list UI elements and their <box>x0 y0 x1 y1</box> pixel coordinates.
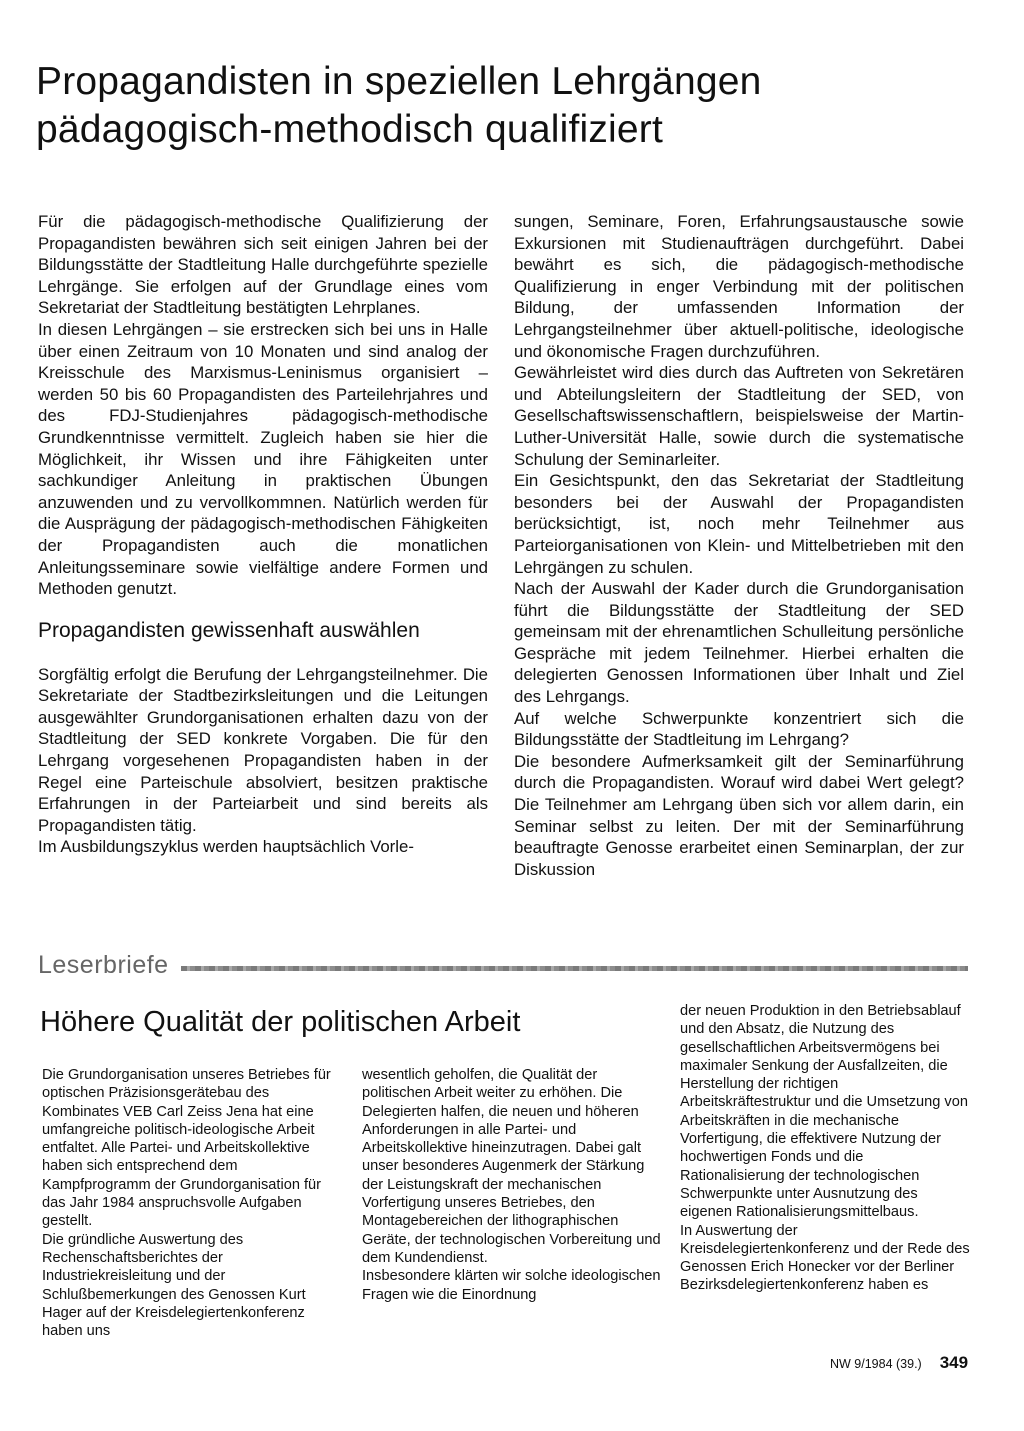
letter-column-1 <box>42 1066 342 1340</box>
section-label: Leserbriefe <box>38 950 169 979</box>
page-footer <box>830 1353 990 1373</box>
letter-column-3 <box>680 1002 970 1295</box>
letter-paragraph: Die gründliche Auswertung des Rechenschaftsberichtes der Industriekreisleitung und der Schlußbemerkungen des Genossen Kurt Hager auf der Kreisdelegiertenkonferenz haben uns <box>42 1231 306 1340</box>
section-header-leserbriefe <box>38 947 968 983</box>
letter-paragraph: wesentlich geholfen, die Qualität der politischen Arbeit weiter zu erhöhen. Die Delegierten halfen, die neuen und höheren Anforderungen in alle Partei- und Arbeitskollektive hineinzutragen. Dabei galt unser besonderes Augenmerk der Stärkung der Leistungskraft der mechanischen Vorfertigung unseres Betriebes, den Montagebereichen der lithographischen Geräte, der technologischen Vorbereitung und dem Kundendienst. <box>362 1067 661 1266</box>
page-number: 349 <box>939 1353 969 1372</box>
issue-reference: NW 9/1984 (39.) <box>830 1357 922 1371</box>
article-paragraph: Im Ausbildungszyklus werden hauptsächlich Vorle- <box>38 837 414 857</box>
article-subheading: Propagandisten gewissenhaft auswählen <box>38 618 420 642</box>
article-title: Propagandisten in speziellen Lehrgängen pädagogisch-methodisch qualifiziert <box>36 60 762 151</box>
letter-paragraph: der neuen Produktion in den Betriebsablauf und den Absatz, die Nutzung des gesellschaftlichen Arbeitsvermögens bei maximaler Senkung der Ausfallzeiten, die Herstellung der richtigen Arbeitskräftestruktur und die Umsetzung von Arbeitskräften in die mechanische Vorfertigung, die effektivere Nutzung der hochwertigen Fonds und die Rationalisierung der technologischen Schwerpunkte unter Ausnutzung des eigenen Rationalisierungsmittelbaus. <box>680 1003 968 1221</box>
letter-paragraph: Die Grundorganisation unseres Betriebes für optischen Präzisionsgerätebau des Kombinates VEB Carl Zeiss Jena hat eine umfangreiche politisch-ideologische Arbeit entfaltet. Alle Partei- und Arbeitskollektive haben sich entsprechend dem Kampfprogramm der Grundorganisation für das Jahr 1984 anspruchsvolle Aufgaben gestellt. <box>42 1067 331 1230</box>
letter-title: Höhere Qualität der politischen Arbeit <box>40 1006 521 1038</box>
article-paragraph: Auf welche Schwerpunkte konzentriert sich die Bildungsstätte der Stadtleitung im Lehrgang? <box>514 708 964 750</box>
article-paragraph: Die besondere Aufmerksamkeit gilt der Seminarführung durch die Propagandisten. Worauf wird dabei Wert gelegt? Die Teilnehmer am Lehrgang üben sich vor allem darin, ein Seminar selbst zu leiten. Der mit der Seminarführung beauftragte Genosse erarbeitet einen Seminarplan, der zur Diskussion <box>514 751 964 879</box>
article-column-left <box>38 211 488 858</box>
article-paragraph: Gewährleistet wird dies durch das Auftreten von Sekretären und Abteilungsleitern der Stadtleitung der SED, von Gesellschaftswissenschaftlern, beispielsweise der Martin-Luther-Universität Halle, sowie durch die systematische Schulung der Seminarleiter. <box>514 363 964 469</box>
section-divider-rule <box>181 966 968 971</box>
letter-column-2 <box>362 1066 662 1304</box>
article-paragraph: sungen, Seminare, Foren, Erfahrungsaustausche sowie Exkursionen mit Studienaufträgen durchgeführt. Dabei bewährt es sich, die pädagogisch-methodische Qualifizierung in enger Verbindung mit der politischen Bildung, der umfassenden Information der Lehrgangsteilnehmer über aktuell-politische, ideologische und ökonomische Fragen durchzuführen. <box>514 212 964 361</box>
article-column-right <box>514 211 964 880</box>
article-paragraph: Ein Gesichtspunkt, den das Sekretariat der Stadtleitung besonders bei der Auswahl der Propagandisten berücksichtigt, ist, noch mehr Teilnehmer aus Parteiorganisationen von Klein- und Mittelbetrieben mit den Lehrgängen zu schulen. <box>514 471 964 577</box>
article-paragraph: In diesen Lehrgängen – sie erstrecken sich bei uns in Halle über einen Zeitraum von 10 Monaten und sind analog der Kreisschule des Marxismus-Leninismus organisiert – werden 50 bis 60 Propagandisten des Parteilehrjahres und des FDJ-Studienjahres pädagogisch-methodische Grundkenntnisse vermittelt. Zugleich haben sie hier die Möglichkeit, ihr Wissen und ihre Fähigkeiten unter sachkundiger Anleitung in praktischen Übungen anzuwenden und zu vervollkommnen. Natürlich werden für die Ausprägung der pädagogisch-methodischen Fähigkeiten der Propagandisten auch die monatlichen Anleitungsseminare sowie vielfältige andere Formen und Methoden genutzt. <box>38 319 488 599</box>
letter-paragraph: In Auswertung der Kreisdelegiertenkonferenz und der Rede des Genossen Erich Honecker vor der Berliner Bezirksdelegiertenkonferenz haben es <box>680 1222 970 1294</box>
article-paragraph: Nach der Auswahl der Kader durch die Grundorganisation führt die Bildungsstätte der Stadtleitung der SED gemeinsam mit der ehrenamtlichen Schulleitung persönliche Gespräche mit jedem Teilnehmer. Hierbei erhalten die delegierten Genossen Informationen über Inhalt und Ziel des Lehrgangs. <box>514 579 964 707</box>
letter-paragraph: Insbesondere klärten wir solche ideologischen Fragen wie die Einordnung <box>362 1268 661 1303</box>
article-paragraph: Für die pädagogisch-methodische Qualifizierung der Propagandisten bewähren sich seit einigen Jahren bei der Bildungsstätte der Stadtleitung Halle durchgeführte spezielle Lehrgänge. Sie erfolgen auf der Grundlage eines vom Sekretariat der Stadtleitung bestätigten Lehrplanes. <box>38 212 488 318</box>
article-paragraph: Sorgfältig erfolgt die Berufung der Lehrgangsteilnehmer. Die Sekretariate der Stadtbezirksleitungen und die Leitungen ausgewählter Grundorganisationen erhalten dazu von der Stadtleitung der SED konkrete Vorgaben. Die für den Lehrgang vorgesehenen Propagandisten haben in der Regel eine Parteischule absolviert, besitzen praktische Erfahrungen in der Parteiarbeit und sind bereits als Propagandisten tätig. <box>38 664 488 835</box>
